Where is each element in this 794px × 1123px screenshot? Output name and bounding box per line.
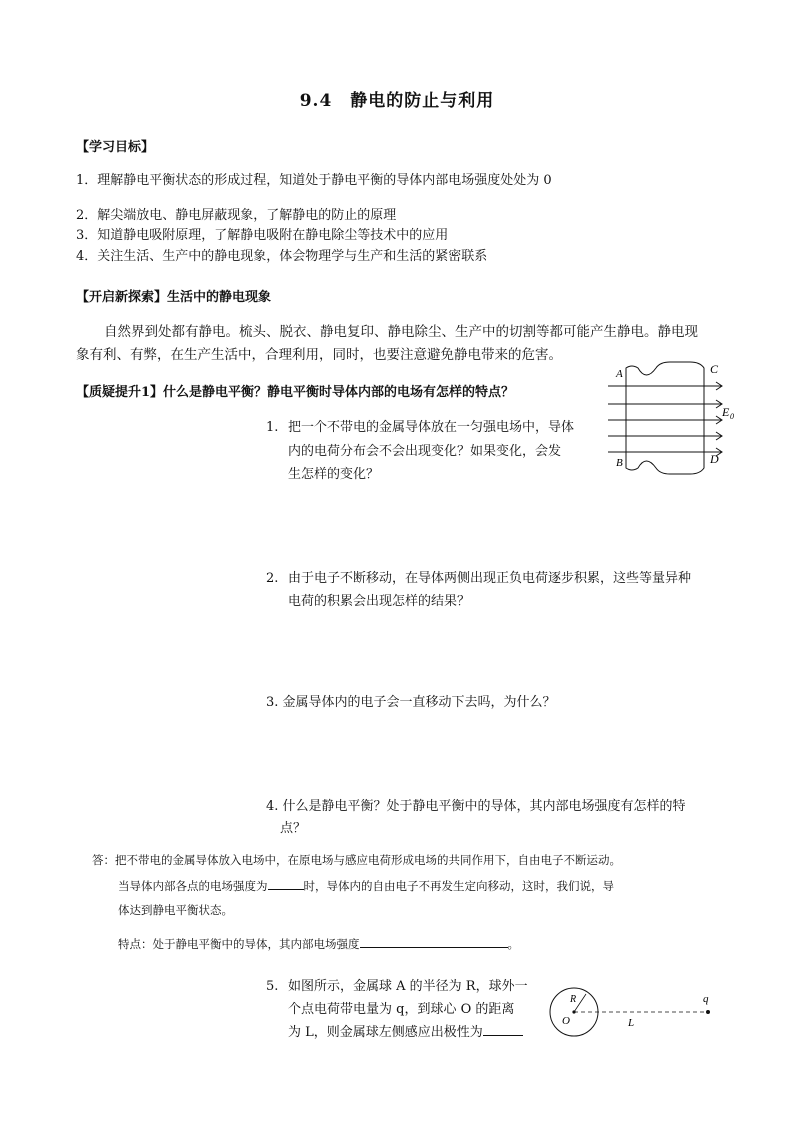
feature-end: 。 <box>507 937 519 951</box>
q1-line3: 生怎样的变化？ <box>288 467 380 482</box>
feature-text: 特点：处于静电平衡中的导体，其内部电场强度 <box>118 937 360 951</box>
q1-number: 1. <box>266 420 279 435</box>
label-b: B <box>616 457 623 469</box>
label-q: q <box>703 993 709 1005</box>
answer-line3: 体达到静电平衡状态。 <box>118 903 233 917</box>
label-e0: E <box>722 405 730 419</box>
objective-item-3: 3．知道静电吸附原理，了解静电吸附在静电除尘等技术中的应用 <box>76 228 449 243</box>
objective-item-1: 1．理解静电平衡状态的形成过程，知道处于静电平衡的导体内部电场强度处处为 0 <box>76 173 552 188</box>
answer-line2 <box>118 874 614 898</box>
q1-line2: 内的电荷分布会不会出现变化？如果变化，会发 <box>288 444 562 459</box>
q2-line2: 电荷的积累会出现怎样的结果？ <box>288 594 471 609</box>
answer-line2-start: 当导体内部各点的电场强度为 <box>118 879 268 893</box>
point-charge <box>706 1010 710 1014</box>
q5-number: 5. <box>266 979 279 994</box>
inquiry-heading: 【质疑提升1】什么是静电平衡？静电平衡时导体内部的电场有怎样的特点？ <box>76 385 515 400</box>
answer-blank-1[interactable] <box>268 877 304 890</box>
objective-item-4: 4．关注生活、生产中的静电现象，体会物理学与生产和生活的紧密联系 <box>76 249 488 264</box>
conductor-outline <box>626 362 704 474</box>
q2-number: 2. <box>266 571 279 586</box>
sphere-charge-figure <box>548 984 724 1042</box>
q1-line1: 把一个不带电的金属导体放在一匀强电场中，导体 <box>288 420 575 435</box>
q5-blank[interactable] <box>483 1023 523 1036</box>
q5-line2: 个点电荷带电量为 q，到球心 O 的距离 <box>288 1002 515 1017</box>
q5-line1: 如图所示，金属球 A 的半径为 R，球外一 <box>288 979 528 994</box>
q5-line3 <box>288 1022 523 1043</box>
q3-text: 3. 金属导体内的电子会一直移动下去吗，为什么？ <box>266 695 556 710</box>
objectives-heading: 【学习目标】 <box>76 140 155 155</box>
q5-line3-text: 为 L，则金属球左侧感应出极性为 <box>288 1025 483 1040</box>
objective-item-2: 2．解尖端放电、静电屏蔽现象，了解静电的防止的原理 <box>76 208 397 223</box>
answer-line2-end: 时，导体内的自由电子不再发生定向移动，这时，我们说，导 <box>303 879 614 893</box>
label-d: D <box>710 452 719 466</box>
feature-blank[interactable] <box>360 935 508 948</box>
label-c: C <box>710 362 719 376</box>
explore-paragraph-line2: 象有利、有弊，在生产生活中，合理利用，同时，也要注意避免静电带来的危害。 <box>76 347 562 363</box>
explore-heading: 【开启新探索】生活中的静电现象 <box>76 290 272 305</box>
answer-line1: 答：把不带电的金属导体放入电场中，在原电场与感应电荷形成电场的共同作用下，自由电子不断运动。 <box>92 853 621 867</box>
label-o: O <box>562 1015 570 1027</box>
label-l: L <box>628 1017 635 1029</box>
page-title: 9.4 静电的防止与利用 <box>299 91 495 111</box>
conductor-in-field-figure <box>604 356 774 478</box>
q2-line1: 由于电子不断移动，在导体两侧出现正负电荷逐步积累，这些等量异种 <box>288 571 692 586</box>
q4-line2: 点？ <box>280 821 307 836</box>
label-r: R <box>570 994 577 1005</box>
explore-paragraph-line1: 自然界到处都有静电。梳头、脱衣、静电复印、静电除尘、生产中的切割等都可能产生静电。静电现 <box>104 324 698 340</box>
field-lines <box>608 382 722 456</box>
label-e0-subscript: 0 <box>730 412 734 421</box>
feature-line <box>118 932 519 956</box>
label-a: A <box>616 368 623 380</box>
q4-line1: 4. 什么是静电平衡？处于静电平衡中的导体，其内部电场强度有怎样的特 <box>266 799 686 814</box>
